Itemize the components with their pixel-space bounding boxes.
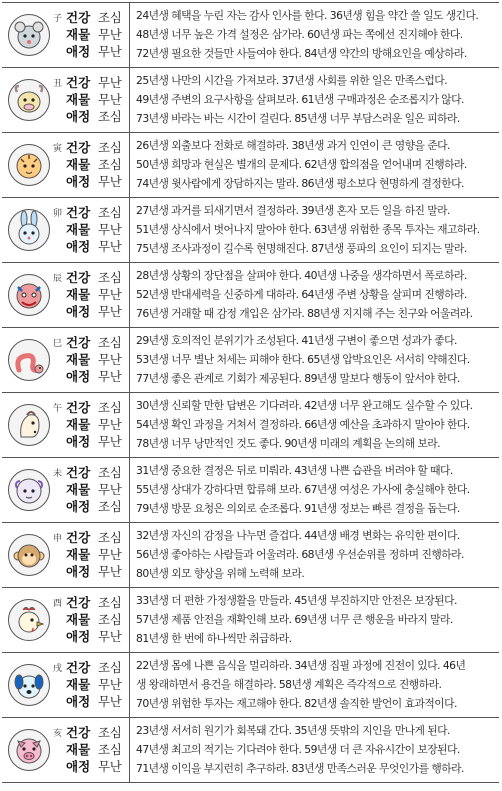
rooster-icon	[8, 599, 50, 641]
fortune-category: 애정	[66, 564, 91, 579]
fortune-summary	[66, 464, 126, 515]
fortune-category: 재물	[66, 92, 91, 107]
fortune-rating: 조심	[98, 109, 122, 124]
fortune-line: 74년생 윗사람에게 장담하지는 말라. 86년생 평소보다 현명하게 결정한다.	[136, 177, 464, 190]
fortune-rating: 무난	[98, 222, 122, 237]
fortune-category: 건강	[66, 400, 91, 415]
zodiac-header	[2, 198, 129, 262]
horse-icon	[8, 404, 50, 446]
fortune-summary	[66, 74, 126, 125]
fortune-line: 53년생 너무 별난 처세는 피해야 한다. 65년생 압박요인은 서서히 약해진다.	[136, 353, 470, 366]
fortune-category: 재물	[66, 547, 91, 562]
zodiac-row	[2, 3, 499, 68]
fortune-category: 애정	[66, 369, 91, 384]
zodiac-hanja: 卯	[53, 209, 63, 219]
fortune-text	[129, 263, 499, 327]
fortune-line: 57년생 제품 안전을 재확인해 보라. 69년생 너무 큰 행운을 바라지 말라.	[136, 613, 453, 626]
fortune-category: 건강	[66, 660, 91, 675]
fortune-rating: 무난	[98, 629, 122, 644]
fortune-category: 애정	[66, 109, 91, 124]
fortune-category: 애정	[66, 434, 91, 449]
fortune-text	[129, 718, 499, 782]
fortune-line: 72년생 필요한 것들만 사들여야 한다. 84년생 약간의 방해요인을 예상하라.	[136, 47, 467, 60]
fortune-category: 재물	[66, 352, 91, 367]
zodiac-hanja: 巳	[53, 339, 63, 349]
fortune-summary	[66, 139, 126, 190]
fortune-line: 30년생 신뢰할 만한 답변은 기다려라. 42년생 너무 완고해도 실수할 수 있다.	[136, 399, 473, 412]
fortune-category: 애정	[66, 759, 91, 774]
fortune-line: 49년생 주변의 요구사항을 살펴보라. 61년생 구매과정은 순조롭지가 않다.	[136, 93, 464, 106]
fortune-rating: 무난	[98, 564, 122, 579]
fortune-category: 애정	[66, 239, 91, 254]
fortune-line: 31년생 중요한 결정은 뒤로 미뤄라. 43년생 나쁜 습관을 버려야 할 때다.	[136, 464, 453, 477]
fortune-rating: 무난	[98, 759, 122, 774]
fortune-summary	[66, 399, 126, 450]
fortune-rating: 무난	[98, 92, 122, 107]
zodiac-header	[2, 393, 129, 457]
fortune-category: 건강	[66, 725, 91, 740]
fortune-rating: 무난	[98, 677, 122, 692]
fortune-line: 50년생 희망과 현실은 별개의 문제다. 62년생 합의점을 얻어내며 진행하라.	[136, 158, 467, 171]
fortune-rating: 조심	[98, 465, 122, 480]
zodiac-row	[2, 133, 499, 198]
fortune-line: 70년생 위험한 투자는 재고해야 한다. 82년생 솔직한 발언이 효과적이다.	[136, 697, 457, 710]
fortune-line: 80년생 외모 향상을 위해 노력해 보라.	[136, 567, 305, 580]
fortune-rating: 조심	[98, 140, 122, 155]
fortune-category: 건강	[66, 595, 91, 610]
fortune-summary	[66, 724, 126, 775]
zodiac-row	[2, 458, 499, 523]
fortune-category: 건강	[66, 140, 91, 155]
zodiac-hanja: 戌	[53, 664, 63, 674]
fortune-category: 재물	[66, 612, 91, 627]
fortune-summary	[66, 204, 126, 255]
zodiac-header	[2, 458, 129, 522]
fortune-category: 건강	[66, 270, 91, 285]
fortune-rating: 조심	[98, 742, 122, 757]
zodiac-hanja: 申	[53, 534, 63, 544]
snake-icon	[8, 339, 50, 381]
fortune-line: 24년생 혜택을 누린 자는 감사 인사를 한다. 36년생 힘을 약간 쓸 일도 생긴다.	[136, 9, 479, 22]
fortune-category: 애정	[66, 174, 91, 189]
fortune-line: 79년생 방문 요청은 의외로 순조롭다. 91년생 정보는 빠른 결정을 돕는다.	[136, 502, 460, 515]
zodiac-row	[2, 718, 499, 783]
fortune-line: 22년생 몸에 나쁜 음식을 멀리하라. 34년생 집필 과정에 진전이 있다. 46년	[136, 659, 466, 672]
fortune-line: 생 왕래하면서 용건을 해결하라. 58년생 계획은 즉각적으로 진행하라.	[136, 678, 442, 691]
fortune-rating: 무난	[98, 547, 122, 562]
zodiac-header	[2, 328, 129, 392]
fortune-rating: 무난	[98, 27, 122, 42]
fortune-line: 52년생 반대세력을 신중하게 대하라. 64년생 주변 상황을 살피며 진행하라.	[136, 288, 467, 301]
fortune-category: 재물	[66, 417, 91, 432]
zodiac-hanja: 寅	[53, 144, 63, 154]
fortune-category: 재물	[66, 482, 91, 497]
fortune-rating: 무난	[98, 417, 122, 432]
fortune-line: 32년생 자신의 감정을 나누면 즐겁다. 44년생 배경 변화는 유익한 편이다.	[136, 529, 460, 542]
fortune-category: 건강	[66, 465, 91, 480]
pig-icon	[8, 729, 50, 771]
fortune-summary	[66, 334, 126, 385]
rat-icon	[8, 14, 50, 56]
fortune-rating: 조심	[98, 595, 122, 610]
fortune-category: 건강	[66, 335, 91, 350]
fortune-category: 건강	[66, 75, 91, 90]
fortune-line: 78년생 너무 낭만적인 것도 좋다. 90년생 미래의 계획을 논의해 보라.	[136, 437, 440, 450]
fortune-line: 81년생 한 번에 하나씩만 취급하라.	[136, 632, 292, 645]
fortune-line: 26년생 외출보다 전화로 해결하라. 38년생 과거 인연이 큰 영향을 준다.	[136, 139, 450, 152]
fortune-category: 애정	[66, 694, 91, 709]
fortune-line: 27년생 과거를 되새기면서 결정하라. 39년생 혼자 모든 일을 하진 말라.	[136, 204, 450, 217]
zodiac-hanja: 午	[53, 404, 63, 414]
fortune-text	[129, 68, 499, 132]
fortune-rating: 무난	[98, 174, 122, 189]
fortune-rating: 조심	[98, 157, 122, 172]
fortune-rating: 조심	[98, 400, 122, 415]
fortune-category: 재물	[66, 287, 91, 302]
fortune-rating: 조심	[98, 335, 122, 350]
fortune-summary	[66, 269, 126, 320]
fortune-text	[129, 588, 499, 652]
fortune-rating: 조심	[98, 612, 122, 627]
ox-icon	[8, 79, 50, 121]
fortune-line: 55년생 상대가 강하다면 합류해 보라. 67년생 여성은 가사에 충실해야 한다.	[136, 483, 470, 496]
zodiac-hanja: 未	[53, 469, 63, 479]
fortune-category: 건강	[66, 10, 91, 25]
fortune-text	[129, 3, 499, 67]
fortune-summary	[66, 659, 126, 710]
zodiac-header	[2, 588, 129, 652]
fortune-category: 재물	[66, 742, 91, 757]
zodiac-row	[2, 393, 499, 458]
fortune-line: 33년생 더 편한 가정생활을 만들라. 45년생 부진하지만 안전은 보장된다.	[136, 594, 457, 607]
monkey-icon	[8, 534, 50, 576]
fortune-text	[129, 393, 499, 457]
fortune-line: 73년생 바라는 바는 시간이 걸린다. 85년생 너무 부담스러운 일은 피하라.	[136, 112, 460, 125]
fortune-line: 75년생 조사과정이 길수록 현명해진다. 87년생 풍파의 요인이 되지는 말라.	[136, 242, 467, 255]
fortune-rating: 조심	[98, 499, 122, 514]
fortune-line: 56년생 좋아하는 사람들과 어울려라. 68년생 우선순위를 정하며 진행하라.	[136, 548, 464, 561]
fortune-line: 54년생 확인 과정을 거쳐서 결정하라. 66년생 예산을 초과하지 말아야 한다.	[136, 418, 470, 431]
fortune-category: 건강	[66, 530, 91, 545]
fortune-category: 재물	[66, 222, 91, 237]
dragon-icon	[8, 274, 50, 316]
fortune-category: 재물	[66, 157, 91, 172]
zodiac-hanja: 丑	[53, 79, 63, 89]
zodiac-hanja: 酉	[53, 599, 63, 609]
fortune-line: 51년생 상식에서 벗어나지 말아야 한다. 63년생 위험한 종목 투자는 재고하라.	[136, 223, 480, 236]
zodiac-row	[2, 68, 499, 133]
fortune-rating: 무난	[98, 434, 122, 449]
fortune-text	[129, 198, 499, 262]
tiger-icon	[8, 144, 50, 186]
fortune-rating: 무난	[98, 75, 122, 90]
fortune-summary	[66, 529, 126, 580]
zodiac-row	[2, 653, 499, 718]
sheep-icon	[8, 469, 50, 511]
zodiac-header	[2, 523, 129, 587]
fortune-rating: 조심	[98, 530, 122, 545]
zodiac-header	[2, 68, 129, 132]
fortune-category: 애정	[66, 499, 91, 514]
zodiac-row	[2, 588, 499, 653]
fortune-rating: 조심	[98, 205, 122, 220]
fortune-line: 29년생 호의적인 분위기가 조성된다. 41년생 구변이 좋으면 성과가 좋다.	[136, 334, 457, 347]
fortune-line: 71년생 이익을 부지런히 추구하라. 83년생 만족스러운 무엇인가를 행하라.	[136, 762, 464, 775]
fortune-rating: 조심	[98, 270, 122, 285]
fortune-rating: 무난	[98, 44, 122, 59]
fortune-line: 48년생 너무 높은 가격 설정은 삼가라. 60년생 파는 쪽에선 진지해야 한다.	[136, 28, 463, 41]
fortune-category: 재물	[66, 27, 91, 42]
fortune-text	[129, 328, 499, 392]
horoscope-table	[2, 2, 499, 783]
fortune-rating: 무난	[98, 287, 122, 302]
fortune-rating: 조심	[98, 10, 122, 25]
zodiac-hanja: 辰	[53, 274, 63, 284]
fortune-category: 재물	[66, 677, 91, 692]
zodiac-row	[2, 523, 499, 588]
fortune-rating: 무난	[98, 352, 122, 367]
fortune-line: 47년생 최고의 적기는 기다려야 한다. 59년생 더 큰 자유시간이 보장된다.	[136, 743, 460, 756]
zodiac-row	[2, 198, 499, 263]
fortune-rating: 무난	[98, 482, 122, 497]
fortune-line: 76년생 거래할 때 감정 개입은 삼가라. 88년생 지지해 주는 친구와 어울려라.	[136, 307, 473, 320]
fortune-category: 건강	[66, 205, 91, 220]
fortune-text	[129, 133, 499, 197]
fortune-text	[129, 458, 499, 522]
zodiac-header	[2, 133, 129, 197]
zodiac-header	[2, 3, 129, 67]
zodiac-row	[2, 263, 499, 328]
fortune-line: 25년생 나만의 시간을 가져보라. 37년생 사회를 위한 일은 만족스럽다.	[136, 74, 447, 87]
fortune-rating: 무난	[98, 304, 122, 319]
zodiac-hanja: 亥	[53, 729, 63, 739]
fortune-rating: 무난	[98, 369, 122, 384]
fortune-rating: 조심	[98, 660, 122, 675]
fortune-category: 애정	[66, 44, 91, 59]
rabbit-icon	[8, 209, 50, 251]
zodiac-header	[2, 263, 129, 327]
fortune-rating: 무난	[98, 694, 122, 709]
fortune-line: 77년생 좋은 관계로 기회가 제공된다. 89년생 말보다 행동이 앞서야 한다.	[136, 372, 460, 385]
fortune-line: 23년생 서서히 원기가 회복돼 간다. 35년생 뜻밖의 지인을 만나게 된다.	[136, 724, 450, 737]
fortune-text	[129, 653, 499, 717]
fortune-rating: 무난	[98, 239, 122, 254]
zodiac-header	[2, 718, 129, 782]
fortune-text	[129, 523, 499, 587]
fortune-category: 애정	[66, 304, 91, 319]
fortune-rating: 조심	[98, 725, 122, 740]
fortune-summary	[66, 9, 126, 60]
zodiac-row	[2, 328, 499, 393]
dog-icon	[8, 664, 50, 706]
fortune-line: 28년생 상황의 장단점을 살펴야 한다. 40년생 나중을 생각하면서 폭로하라.	[136, 269, 467, 282]
zodiac-header	[2, 653, 129, 717]
fortune-summary	[66, 594, 126, 645]
fortune-category: 애정	[66, 629, 91, 644]
zodiac-hanja: 子	[53, 14, 63, 24]
